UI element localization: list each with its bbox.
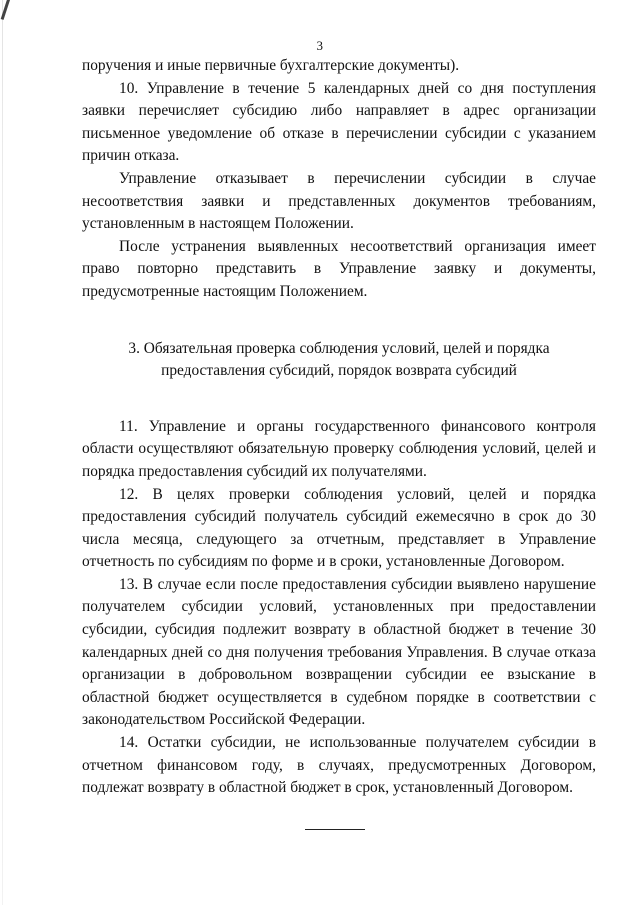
section-3-heading-line-2: предоставления субсидий, порядок возврата субсидий — [161, 362, 517, 380]
paragraph-13: 13. В случае если после предоставления субсидии выявлено нарушение получателем субсидии условий, установленных при предоставлении субсидии, субсидия подлежит возврату в областной бюджет в течение 30 календарных дней со дня получения требования Управления. В случае отказа организации в добровольном возвращении субсидии ее взыскание в областной бюджет осуществляется в судебном порядке в соответствии с законодательством Российской Федерации. — [82, 575, 596, 729]
end-of-page-rule — [305, 829, 365, 830]
paragraph-14: 14. Остатки субсидии, не использованные получателем субсидии в отчетном финансовом году, в случаях, предусмотренных Договором, подлежат возврату в областной бюджет в срок, установленный Договором. — [82, 734, 596, 797]
section-3-heading-line-1: 3. Обязательная проверка соблюдения условий, целей и порядка — [128, 339, 550, 357]
document-body — [82, 55, 596, 800]
section-3-heading — [82, 338, 596, 383]
paragraph-10: 10. Управление в течение 5 календарных дней со дня поступления заявки перечисляет субсидию либо направляет в адрес организации письменное уведомление об отказе в перечислении субсидии с указанием причин отказа. — [82, 79, 596, 165]
page-number: 3 — [316, 38, 324, 53]
paragraph-resubmit: После устранения выявленных несоответствий организация имеет право повторно представить в Управление заявку и документы, предусмотренные настоящим Положением. — [82, 237, 596, 300]
paragraph-refusal: Управление отказывает в перечислении субсидии в случае несоответствия заявки и представленных документов требованиям, установленным в настоящем Положении. — [82, 169, 596, 233]
paragraph-continuation: поручения и иные первичные бухгалтерские документы). — [82, 57, 460, 74]
paragraph-12: 12. В целях проверки соблюдения условий, целей и порядка предоставления субсидий получатель субсидий ежемесячно в срок до 30 числа месяца, следующего за отчетным, представляет в Управление отчетность по субсидиям по форме и в сроки, установленные Договором. — [82, 485, 596, 571]
scan-edge-shadow — [2, 0, 3, 905]
paragraph-11: 11. Управление и органы государственного финансового контроля области осуществляют обязательную проверку соблюдения условий, целей и порядка предоставления субсидий их получателями. — [82, 417, 596, 480]
